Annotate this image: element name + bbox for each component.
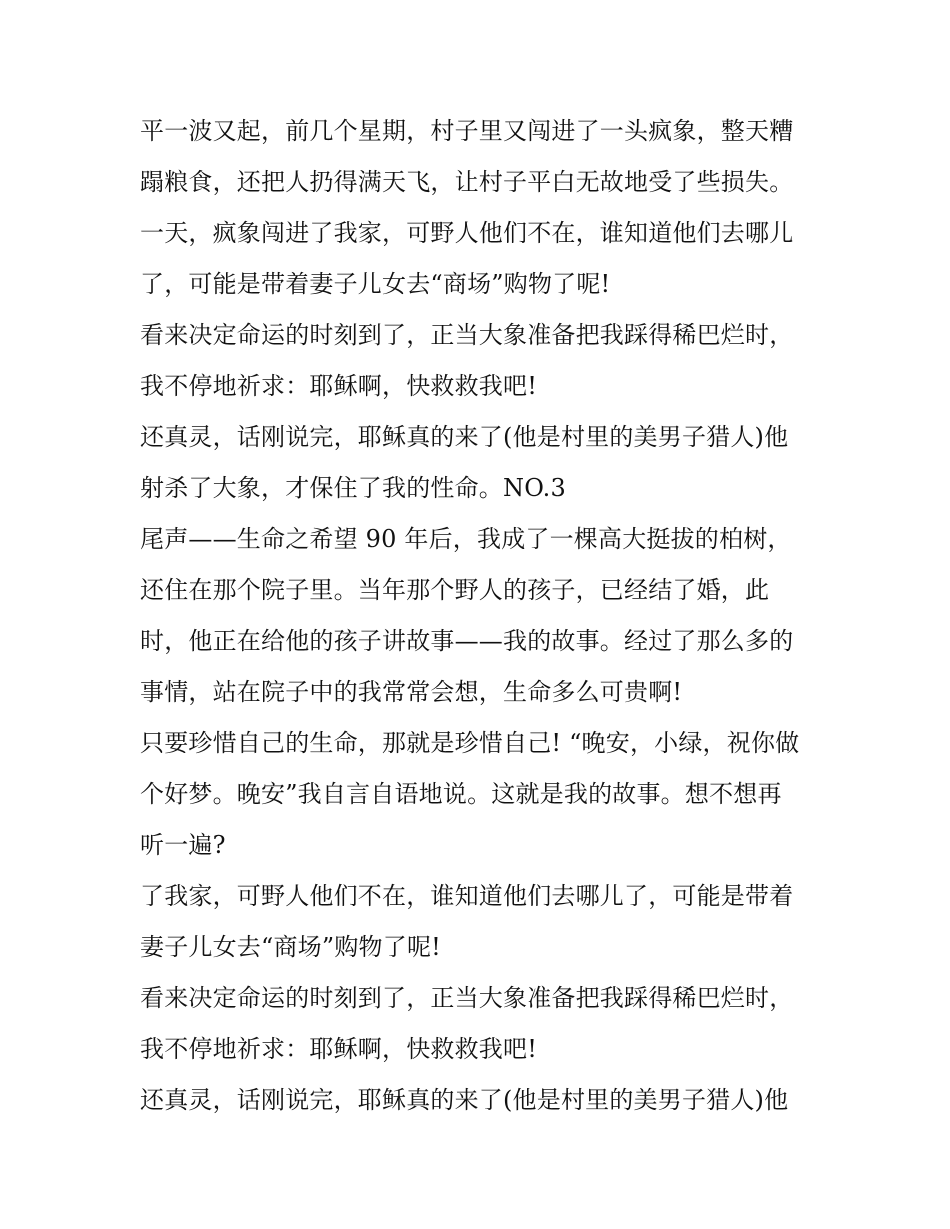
text-line-16: 了我家，可野人他们不在，谁知道他们去哪儿了，可能是带着 — [140, 882, 794, 910]
text-line-7: 还真灵，话刚说完，耶稣真的来了(他是村里的美男子猎人)他 — [140, 423, 789, 451]
text-line-14: 个好梦。晚安”我自言自语地说。这就是我的故事。想不想再 — [140, 780, 782, 808]
text-line-1: 平一波又起，前几个星期，村子里又闯进了一头疯象，整天糟 — [140, 117, 794, 145]
text-line-19: 我不停地祈求：耶稣啊，快救救我吧! — [140, 1035, 538, 1063]
text-line-17: 妻子儿女去“商场”购物了呢! — [140, 933, 441, 961]
text-line-10: 还住在那个院子里。当年那个野人的孩子，已经结了婚，此 — [140, 576, 770, 604]
text-line-9: 尾声——生命之希望 90 年后，我成了一棵高大挺拔的柏树， — [140, 525, 792, 553]
text-line-18: 看来决定命运的时刻到了，正当大象准备把我踩得稀巴烂时， — [140, 984, 794, 1012]
text-line-13: 只要珍惜自己的生命，那就是珍惜自己! “晚安，小绿，祝你做 — [140, 729, 800, 757]
text-line-15: 听一遍? — [140, 831, 226, 859]
text-line-4: 了，可能是带着妻子儿女去“商场”购物了呢! — [140, 270, 611, 298]
text-line-6: 我不停地祈求：耶稣啊，快救救我吧! — [140, 372, 538, 400]
document-body — [140, 106, 830, 1126]
text-line-8: 射杀了大象，才保住了我的性命。NO.3 — [140, 474, 566, 502]
text-line-12: 事情，站在院子中的我常常会想，生命多么可贵啊! — [140, 678, 683, 706]
text-line-2: 蹋粮食，还把人扔得满天飞，让村子平白无故地受了些损失。 — [140, 168, 794, 196]
text-line-5: 看来决定命运的时刻到了，正当大象准备把我踩得稀巴烂时， — [140, 321, 794, 349]
text-line-11: 时，他正在给他的孩子讲故事——我的故事。经过了那么多的 — [140, 627, 794, 655]
text-line-3: 一天，疯象闯进了我家，可野人他们不在，谁知道他们去哪儿 — [140, 219, 794, 247]
text-line-20: 还真灵，话刚说完，耶稣真的来了(他是村里的美男子猎人)他 — [140, 1086, 789, 1114]
